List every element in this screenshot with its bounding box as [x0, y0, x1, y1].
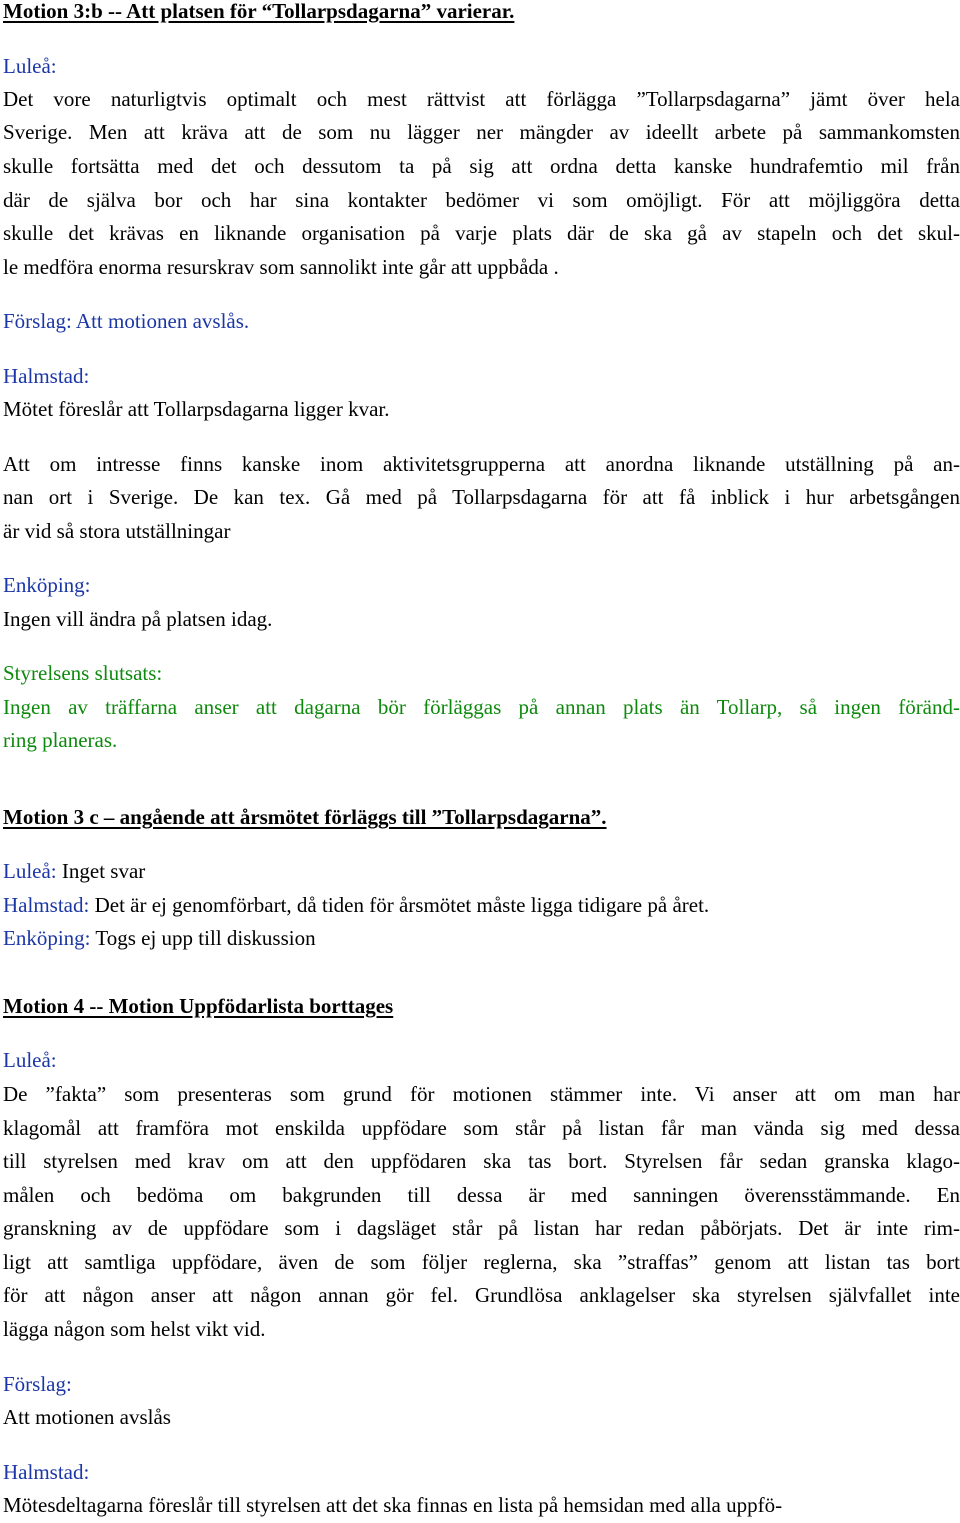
m4-halmstad-label: Halmstad:: [3, 1460, 90, 1484]
m3c-lulea-text: Inget svar: [56, 859, 146, 883]
m3c-enkoping-text: Togs ej upp till diskussion: [90, 926, 316, 950]
m3b-halmstad-line: är vid så stora utställningar: [3, 519, 231, 543]
m3b-enkoping-text: Ingen vill ändra på platsen idag.: [3, 607, 273, 631]
m3c-halmstad-row: [3, 889, 709, 923]
m4-proposal-text: Att motionen avslås: [3, 1405, 171, 1429]
m4-lulea-line: granskning av de uppfödare som i dagsläget står på listan har redan påbörjats. Det är inte rim-: [3, 1216, 960, 1240]
m4-lulea-line: klagomål att framföra mot enskilda uppfödare som står på listan får man vända sig med dessa: [3, 1116, 960, 1140]
m4-lulea-line: målen och bedöma om bakgrunden till dessa är med sanningen överensstämmande. En: [3, 1183, 960, 1207]
m3c-halmstad-label: Halmstad:: [3, 893, 90, 917]
m3b-board-conclusion-line: ring planeras.: [3, 728, 118, 752]
m3b-board-conclusion-line: Ingen av träffarna anser att dagarna bör förläggas på annan plats än Tollarp, så ingen föränd-: [3, 695, 960, 719]
m3b-enkoping-label: Enköping:: [3, 573, 91, 597]
m3b-lulea-line: skulle det krävas en liknande organisation på varje plats där de ska gå av stapeln och det skul-: [3, 221, 960, 245]
m4-lulea-line: för att någon anser att någon annan gör fel. Grundlösa anklagelser ska styrelsen självfallet inte: [3, 1283, 960, 1307]
motion-4-title: Motion 4 -- Motion Uppfödarlista borttages: [3, 994, 394, 1018]
m3b-halmstad-line: nan ort i Sverige. De kan tex. Gå med på Tollarpsdagarna för att få inblick i hur arbetsgången: [3, 485, 960, 509]
m3b-lulea-line: där de själva bor och har sina kontakter bedömer vi som omöjligt. För att möjliggöra detta: [3, 188, 960, 212]
motion-3c-title: Motion 3 c – angående att årsmötet förläggs till ”Tollarpsdagarna”.: [3, 805, 607, 829]
m3b-lulea-label: Luleå:: [3, 54, 57, 78]
m3b-halmstad-label: Halmstad:: [3, 364, 90, 388]
m3b-board-conclusion-label: Styrelsens slutsats:: [3, 661, 163, 685]
m3b-lulea-proposal: Förslag: Att motionen avslås.: [3, 309, 250, 333]
m3c-halmstad-text: Det är ej genomförbart, då tiden för årsmötet måste ligga tidigare på året.: [89, 893, 710, 917]
m4-lulea-label: Luleå:: [3, 1048, 57, 1072]
m4-lulea-line: De ”fakta” som presenteras som grund för motionen stämmer inte. Vi anser att om man har: [3, 1082, 960, 1106]
m4-halmstad-text: Mötesdeltagarna föreslår till styrelsen att det ska finnas en lista på hemsidan med alla uppfö-: [3, 1493, 783, 1517]
m4-lulea-line: ligt att samtliga uppfödare, även de som följer reglerna, ska ”straffas” genom att listan tas bort: [3, 1250, 960, 1274]
m3b-lulea-line: Sverige. Men att kräva att de som nu lägger ner mängder av ideellt arbete på sammankomsten: [3, 120, 960, 144]
m3b-halmstad-line: Att om intresse finns kanske inom aktivitetsgrupperna att anordna liknande utställning på an-: [3, 452, 960, 476]
m3b-lulea-line: skulle fortsätta med det och dessutom ta på sig att ordna detta kanske hundrafemtio mil från: [3, 154, 960, 178]
motion-3b-title: Motion 3:b -- Att platsen för “Tollarpsdagarna” varierar.: [3, 0, 515, 23]
m3c-lulea-label: Luleå:: [3, 859, 57, 883]
m3c-enkoping-row: [3, 922, 316, 956]
m4-lulea-line: till styrelsen med krav om att den uppfödaren ska tas bort. Styrelsen får sedan granska klago-: [3, 1149, 960, 1173]
m3c-enkoping-label: Enköping:: [3, 926, 91, 950]
m4-proposal-label: Förslag:: [3, 1372, 72, 1396]
m3b-lulea-line: Det vore naturligtvis optimalt och mest rättvist att förlägga ”Tollarpsdagarna” jämt över hela: [3, 87, 960, 111]
m3b-halmstad-text: Mötet föreslår att Tollarpsdagarna ligger kvar.: [3, 397, 390, 421]
m3c-lulea-row: [3, 855, 145, 889]
m4-lulea-line: lägga någon som helst vikt vid.: [3, 1317, 266, 1341]
m3b-lulea-line: le medföra enorma resurskrav som sannolikt inte går att uppbåda .: [3, 255, 559, 279]
